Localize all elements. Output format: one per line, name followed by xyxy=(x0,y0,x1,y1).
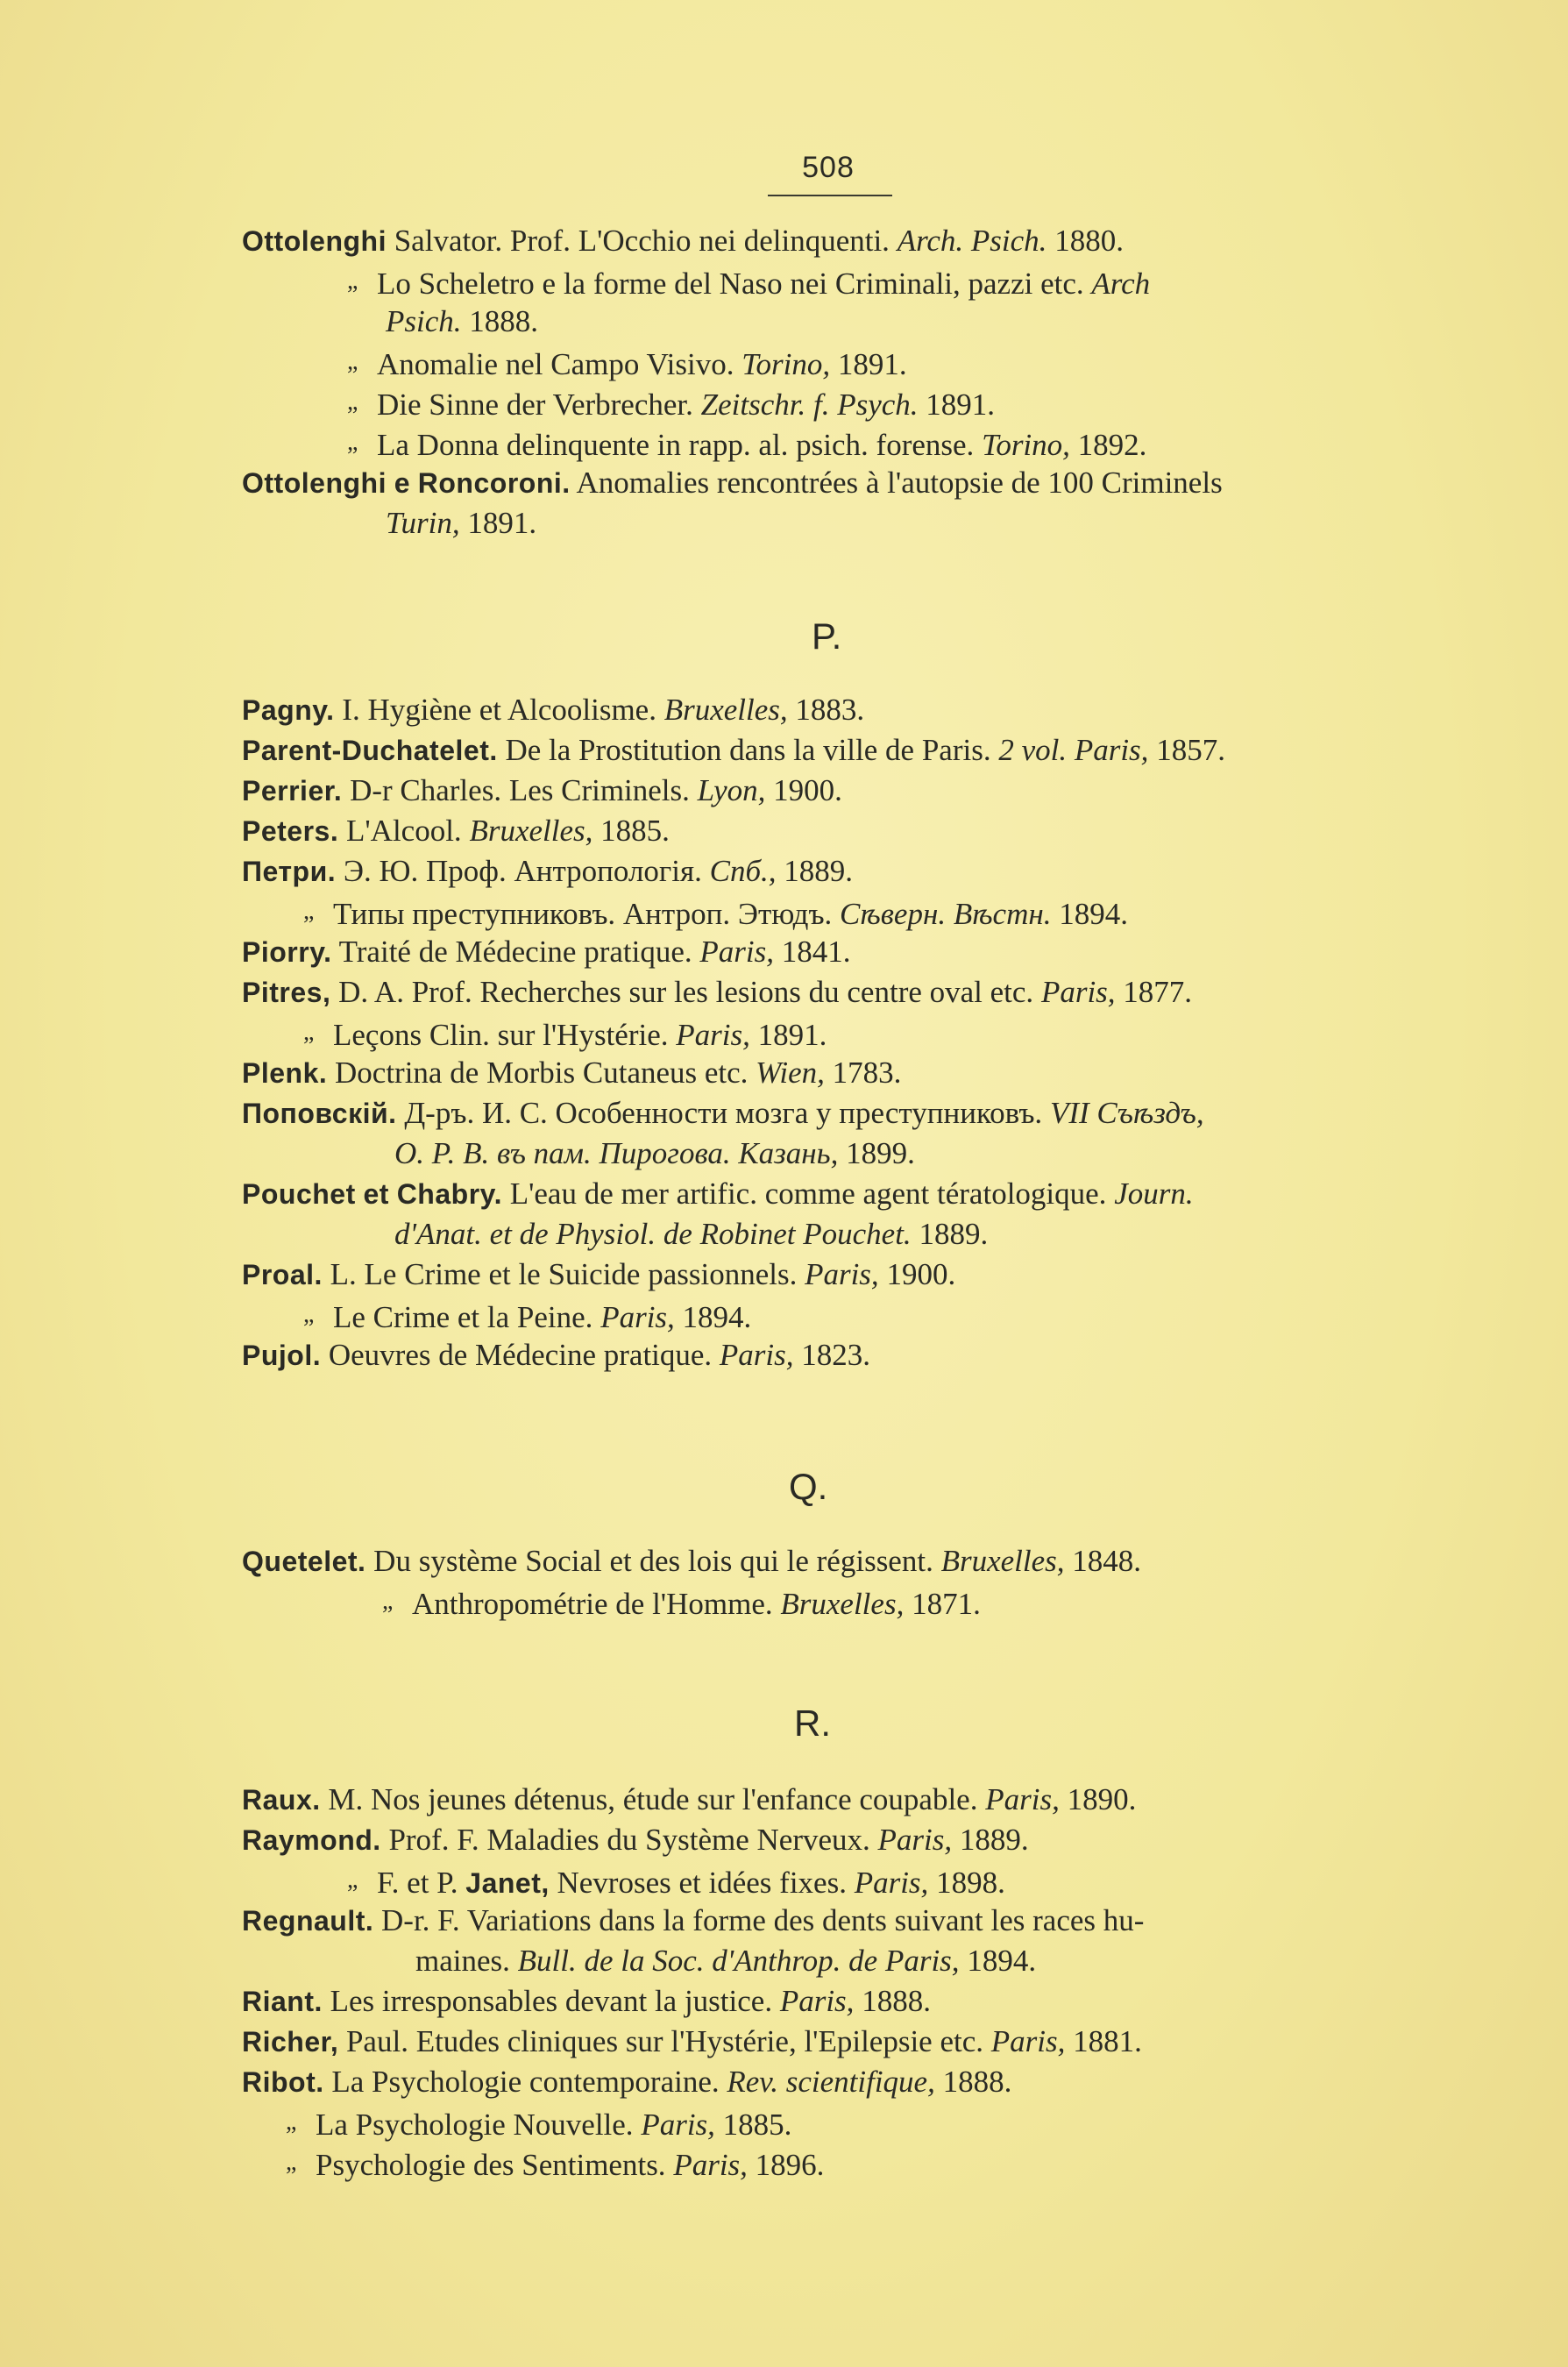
bibliography-entry xyxy=(347,261,1150,304)
section-heading-p: P. xyxy=(812,615,842,657)
entry-text: Prof. F. Maladies du Système Nerveux. xyxy=(388,1823,870,1857)
entry-source: Paris, xyxy=(805,1257,879,1291)
entry-source: Bruxelles, xyxy=(780,1587,905,1621)
ditto-mark: „ xyxy=(303,898,315,925)
entry-year: 1894. xyxy=(967,1944,1037,1978)
entry-year: 1871. xyxy=(912,1587,981,1621)
entry-year: 1894. xyxy=(1059,897,1128,931)
entry-year: 1885. xyxy=(600,814,670,848)
entry-coauthor: Roncoroni. xyxy=(417,467,571,499)
bibliography-entry xyxy=(242,1981,931,2022)
ditto-mark: „ xyxy=(303,1019,315,1046)
bibliography-entry xyxy=(242,1541,1141,1582)
entry-text: I. Hygiène et Alcoolisme. xyxy=(342,693,656,727)
entry-text: Э. Ю. Проф. Антропологія. xyxy=(343,854,702,888)
entry-author: Quetelet. xyxy=(242,1546,366,1577)
entry-source: Сѣверн. Вѣстн. xyxy=(840,897,1052,931)
entry-author: Pitres, xyxy=(242,977,331,1008)
entry-author: Perrier. xyxy=(242,775,343,807)
entry-text: D-r Charles. Les Criminels. xyxy=(350,773,690,807)
entry-author: Proal. xyxy=(242,1259,323,1290)
bibliography-entry xyxy=(347,1860,1005,1903)
entry-source: Paris, xyxy=(641,2108,715,2142)
entry-continuation xyxy=(386,503,536,544)
entry-year: 1891. xyxy=(757,1018,827,1052)
bibliography-entry xyxy=(242,1255,955,1295)
entry-text: Anomalies rencontrées à l'autopsie de 100 Criminels xyxy=(576,466,1223,500)
entry-source: Arch. Psich. xyxy=(897,224,1047,258)
bibliography-entry xyxy=(303,1013,827,1056)
entry-source: Bull. de la Soc. d'Anthrop. de Paris, xyxy=(517,1944,960,1978)
entry-author: Plenk. xyxy=(242,1057,328,1089)
entry-source: О. Р. В. въ пам. Пирогова. Казань, xyxy=(394,1136,839,1170)
entry-year: 1888. xyxy=(862,1984,931,2018)
entry-author: Ottolenghi xyxy=(242,467,387,499)
entry-source: Bruxelles, xyxy=(940,1544,1065,1578)
entry-text: D. A. Prof. Recherches sur les lesions du centre oval etc. xyxy=(338,975,1034,1009)
section-heading-q: Q. xyxy=(789,1466,828,1507)
bibliography-entry xyxy=(242,730,1225,771)
bibliography-entry xyxy=(242,2062,1011,2102)
entry-year: 1898. xyxy=(936,1866,1005,1900)
entry-year: 1881. xyxy=(1073,2024,1142,2058)
entry-source: Bruxelles, xyxy=(469,814,593,848)
bibliography-entry xyxy=(242,1053,901,1093)
bibliography-entry xyxy=(242,2022,1142,2062)
entry-source: Wien, xyxy=(756,1056,825,1090)
entry-text: Les irresponsables devant la justice. xyxy=(330,1984,773,2018)
entry-author: Raux. xyxy=(242,1784,321,1816)
bibliography-entry xyxy=(242,1901,1144,1941)
bibliography-entry xyxy=(242,1093,1204,1134)
entry-text: Oeuvres de Médecine pratique. xyxy=(328,1338,713,1372)
entry-text: Traité de Médecine pratique. xyxy=(338,935,692,969)
entry-author: Поповскій. xyxy=(242,1098,397,1129)
entry-year: 1891. xyxy=(467,506,537,540)
section-heading-r: R. xyxy=(794,1702,831,1744)
entry-text: Salvator. Prof. L'Occhio nei delinquenti. xyxy=(394,224,890,258)
entry-text: Anthropométrie de l'Homme. xyxy=(412,1587,773,1621)
entry-text: Lo Scheletro e la forme del Naso nei Criminali, pazzi etc. xyxy=(377,267,1084,301)
ditto-mark: „ xyxy=(303,1301,315,1328)
entry-year: 1877. xyxy=(1123,975,1193,1009)
bibliography-entry xyxy=(286,2143,824,2186)
ditto-mark: „ xyxy=(347,429,358,456)
bibliography-entry xyxy=(242,771,842,811)
entry-source: Paris, xyxy=(854,1866,929,1900)
bibliography-entry xyxy=(242,1174,1194,1214)
entry-text: Типы преступниковъ. Антроп. Этюдъ. xyxy=(333,897,833,931)
entry-author-conjunction: et xyxy=(363,1178,389,1210)
entry-source: Zeitschr. f. Psych. xyxy=(700,387,919,422)
entry-source: Turin, xyxy=(386,506,460,540)
entry-author: Ottolenghi xyxy=(242,225,387,257)
ditto-mark: „ xyxy=(382,1588,394,1615)
entry-year: 1885. xyxy=(722,2108,792,2142)
entry-year: 1888. xyxy=(942,2065,1012,2099)
entry-year: 1894. xyxy=(682,1300,752,1334)
entry-continuation xyxy=(386,302,538,342)
entry-year: 1841. xyxy=(781,935,851,969)
entry-author: Riant. xyxy=(242,1986,323,2017)
entry-year: 1880. xyxy=(1054,224,1124,258)
entry-source: Rev. scientifique, xyxy=(727,2065,935,2099)
entry-year: 1888. xyxy=(469,304,539,338)
entry-year: 1848. xyxy=(1072,1544,1142,1578)
entry-year: 1823. xyxy=(801,1338,871,1372)
entry-source: Paris, xyxy=(1040,975,1116,1009)
entry-source: VII Съѣздъ, xyxy=(1049,1096,1204,1130)
entry-source: Paris, xyxy=(877,1823,953,1857)
entry-source: Paris, xyxy=(779,1984,855,2018)
entry-author: Петри. xyxy=(242,856,337,887)
entry-text: L. Le Crime et le Suicide passionnels. xyxy=(330,1257,798,1291)
entry-source: Paris, xyxy=(600,1300,675,1334)
page-number-rule xyxy=(768,195,892,196)
entry-text: D-r. F. Variations dans la forme des dents suivant les races hu- xyxy=(381,1903,1145,1937)
entry-text: Anomalie nel Campo Visivo. xyxy=(377,347,734,381)
bibliography-entry xyxy=(347,382,995,425)
entry-source: Paris, xyxy=(673,2148,748,2182)
bibliography-entry xyxy=(242,221,1124,261)
bibliography-entry xyxy=(242,1335,870,1375)
entry-source: d'Anat. et de Physiol. de Robinet Pouchet. xyxy=(394,1217,912,1251)
ditto-mark: „ xyxy=(286,2108,297,2136)
entry-text: La Psychologie Nouvelle. xyxy=(316,2108,634,2142)
entry-year: 1889. xyxy=(959,1823,1029,1857)
entry-author: Pouchet xyxy=(242,1178,356,1210)
bibliography-entry xyxy=(242,932,851,972)
entry-text: De la Prostitution dans la ville de Paris. xyxy=(505,733,991,767)
entry-source: Lyon, xyxy=(697,773,766,807)
entry-continuation xyxy=(394,1134,915,1174)
entry-year: 1892. xyxy=(1077,428,1147,462)
bibliography-entry xyxy=(242,972,1192,1013)
entry-author: Pujol. xyxy=(242,1340,322,1371)
entry-author-conjunction: e xyxy=(394,467,411,499)
entry-author: Richer, xyxy=(242,2026,339,2058)
bibliography-entry xyxy=(347,342,907,385)
entry-year: 1899. xyxy=(846,1136,915,1170)
entry-text: Д-ръ. И. С. Особенности мозга у преступниковъ. xyxy=(404,1096,1043,1130)
bibliography-entry xyxy=(242,463,1223,503)
entry-source: 2 vol. Paris, xyxy=(998,733,1149,767)
entry-author: Regnault. xyxy=(242,1905,374,1937)
entry-author: Raymond. xyxy=(242,1824,381,1856)
entry-year: 1889. xyxy=(784,854,854,888)
bibliography-entry xyxy=(303,892,1128,935)
entry-text: Du système Social et des lois qui le régissent. xyxy=(373,1544,933,1578)
entry-year: 1889. xyxy=(919,1217,989,1251)
entry-text: Psychologie des Sentiments. xyxy=(316,2148,666,2182)
entry-text: L'Alcool. xyxy=(345,814,462,848)
entry-source: Bruxelles, xyxy=(663,693,788,727)
entry-source: Paris, xyxy=(985,1782,1060,1816)
entry-text: La Psychologie contemporaine. xyxy=(331,2065,720,2099)
entry-continuation xyxy=(394,1214,988,1255)
entry-text: M. Nos jeunes détenus, étude sur l'enfance coupable. xyxy=(328,1782,978,1816)
entry-text: Paul. Etudes cliniques sur l'Hystérie, l'Epilepsie etc. xyxy=(345,2024,984,2058)
entry-text: L'eau de mer artific. comme agent tératologique. xyxy=(509,1176,1107,1211)
entry-text: Die Sinne der Verbrecher. xyxy=(377,387,693,422)
entry-source: Paris, xyxy=(719,1338,794,1372)
entry-year: 1883. xyxy=(795,693,865,727)
bibliography-entry xyxy=(242,690,864,730)
bibliography-entry xyxy=(242,851,853,892)
entry-year: 1891. xyxy=(837,347,907,381)
ditto-mark: „ xyxy=(347,388,358,416)
entry-text: Le Crime et la Peine. xyxy=(333,1300,593,1334)
entry-coauthor: Chabry. xyxy=(396,1178,502,1210)
entry-continuation xyxy=(415,1941,1036,1981)
bibliography-entry xyxy=(242,1820,1029,1860)
entry-author: Parent-Duchatelet. xyxy=(242,735,498,766)
entry-coauthor: Janet, xyxy=(465,1867,550,1899)
entry-year: 1890. xyxy=(1067,1782,1137,1816)
entry-source: Paris, xyxy=(699,935,774,969)
entry-text: La Donna delinquente in rapp. al. psich. forense. xyxy=(377,428,975,462)
bibliography-entry xyxy=(286,2102,791,2145)
entry-author: Pagny. xyxy=(242,694,335,726)
bibliography-entry xyxy=(382,1582,981,1624)
ditto-mark: „ xyxy=(347,267,358,295)
entry-source: Paris, xyxy=(990,2024,1066,2058)
entry-year: 1900. xyxy=(773,773,842,807)
bibliography-entry xyxy=(242,1780,1136,1820)
entry-source: Paris, xyxy=(676,1018,750,1052)
entry-text-2: Nevroses et idées fixes. xyxy=(557,1866,847,1900)
ditto-mark: „ xyxy=(347,1866,358,1894)
bibliography-entry xyxy=(347,423,1146,466)
entry-author: Ribot. xyxy=(242,2066,324,2098)
bibliography-entry xyxy=(242,811,670,851)
page-number: 508 xyxy=(802,151,855,184)
entry-author: Piorry. xyxy=(242,936,332,968)
entry-year: 1891. xyxy=(926,387,996,422)
entry-source: Journ. xyxy=(1114,1176,1194,1211)
entry-text: F. et P. xyxy=(377,1866,458,1900)
ditto-mark: „ xyxy=(286,2149,297,2176)
entry-source: Arch xyxy=(1091,267,1151,301)
bibliography-entry xyxy=(303,1295,751,1338)
entry-year: 1896. xyxy=(755,2148,825,2182)
entry-source: Psich. xyxy=(386,304,462,338)
entry-source: Спб., xyxy=(709,854,777,888)
entry-text: Doctrina de Morbis Cutaneus etc. xyxy=(335,1056,749,1090)
entry-text: maines. xyxy=(415,1944,510,1978)
entry-author: Peters. xyxy=(242,815,339,847)
entry-year: 1783. xyxy=(832,1056,902,1090)
entry-text: Leçons Clin. sur l'Hystérie. xyxy=(333,1018,669,1052)
entry-year: 1857. xyxy=(1156,733,1225,767)
entry-year: 1900. xyxy=(886,1257,956,1291)
ditto-mark: „ xyxy=(347,348,358,375)
entry-source: Torino, xyxy=(741,347,831,381)
entry-source: Torino, xyxy=(982,428,1070,462)
